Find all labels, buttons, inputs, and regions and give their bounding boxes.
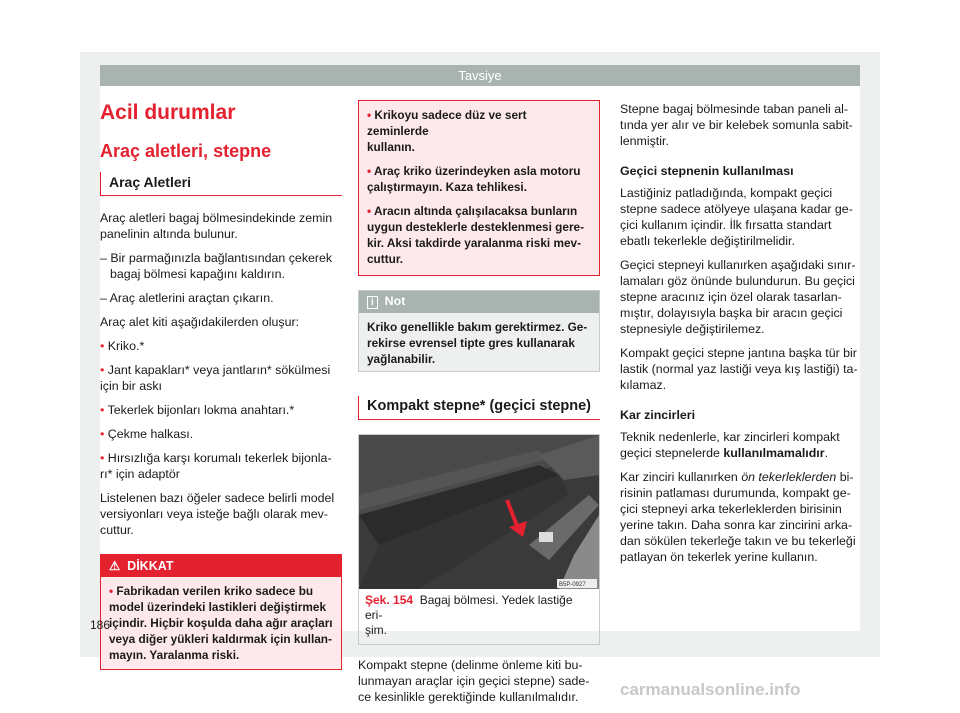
kit-item: • Jant kapakları* veya jantların* sökülmesi için bir askı [100,362,342,394]
text-run: Kar zinciri kullanırken [620,470,742,484]
intro-text: Araç aletleri bagaj bölmesindekinde zemin panelinin altında bulunur. [100,211,333,241]
note-box [358,290,600,372]
text-run: . [824,446,829,460]
column-3 [620,101,862,573]
figure-label: Şek. 154 [365,593,414,607]
step-item: – Bir parmağınızla bağlantısından çekerek bagaj bölmesi kapağını kaldırın. [100,251,333,281]
heading-snow-chains: Kar zincirleri [620,408,696,422]
kit-item: • Tekerlek bijonları lokma anahtarı.* [100,402,342,418]
section-header-bar: Tavsiye [100,65,860,86]
text-run: bi- risinin patlaması durumunda, kompakt ge- çici stepneyi arka tekerleklerden birisinin yerine takın. Daha sonra kar zincirini arka- dan sökülen tekerleğe takın ve bu tekerleği patlayan ön tekerlek yerine kullanın. [620,470,856,564]
section-title: Araç aletleri, stepne [100,141,272,161]
availability-note: Listelenen bazı öğeler sadece belirli model versiyonları veya isteğe bağlı olarak mev- cuttur. [100,491,335,537]
kit-item: • Çekme halkası. [100,426,342,442]
warning-item: • Araç kriko üzerindeyken asla motoru çalıştırmayın. Kaza tehlikesi. [367,163,591,195]
column-1 [100,98,342,670]
warning-header [101,555,341,577]
step-item: – Araç aletlerini araçtan çıkarın. [100,291,274,305]
column-2 [358,100,600,713]
body-text: Kompakt geçici stepne jantına başka tür bir lastik (normal yaz lastiği veya kış lastiği) ta- kılamaz. [620,346,858,392]
kit-item: • Kriko.* [100,338,342,354]
body-text: Stepne bagaj bölmesinde taban paneli al- tında yer alır ve bir kelebek somunla sabit- lenmiştir. [620,102,853,148]
heading-usage: Geçici stepnenin kullanılması [620,164,794,178]
warning-box-continued [358,100,600,276]
warning-title: DİKKAT [127,559,174,573]
emphasis-text: kullanılmamalıdır [723,446,825,460]
warning-box [100,554,342,670]
body-text: Lastiğiniz patladığında, kompakt geçici stepne sadece atölyeye ulaşana kadar ge- çici kullanım içindir. İlk fırsatta standart ebatlı tekerlekle değiştirilmelidir. [620,186,853,248]
page-number: 186 [90,618,111,632]
kit-intro: Araç alet kiti aşağıdakilerden oluşur: [100,315,300,329]
body-text [620,469,862,565]
text-run: Teknik nedenlerle, kar zincirleri kompakt geçici stepnelerde [620,430,840,460]
warning-item: • Fabrikadan verilen kriko sadece bu model üzerindeki lastikleri değiştirmek içindir. Hiçbir koşulda daha ağır araçları veya diğer yükleri kaldırmak için kullan- mayın. Yaralanma riski. [109,583,333,663]
note-text: Kriko genellikle bakım gerektirmez. Ge- rekirse evrensel tipte gres kullanarak yağlanabilir. [367,320,588,366]
trunk-compartment-image [359,435,599,589]
kit-item: • Hırsızlığa karşı korumalı tekerlek bijonla- rı* için adaptör [100,450,342,482]
body-text: Geçici stepneyi kullanırken aşağıdaki sınır- lamaları göz önünde bulundurun. Bu geçici stepne aracınız için özel olarak tasarlan- mıştır, dolayısıyla başka bir aracın geçici stepnesiyle değiştirilemez. [620,258,856,336]
watermark: carmanualsonline.info [620,680,801,699]
warning-item: • Krikoyu sadece düz ve sert zeminlerde kullanın. [367,107,591,155]
subsection-title: Kompakt stepne* (geçici stepne) [358,396,600,420]
warning-triangle-icon: ⚠ [109,559,121,573]
warning-item: • Aracın altında çalışılacaksa bunların uygun desteklerle desteklenmesi gere- kir. Aksi takdirde yaralanma riski mev- cuttur. [367,203,591,267]
note-header [359,291,599,313]
chapter-title: Acil durumlar [100,101,236,124]
body-text [620,429,862,461]
figure-caption [359,589,599,644]
figure-code: B5P-0927 [559,582,586,588]
body-text: Kompakt stepne (delinme önleme kiti bu- lunmayan araçlar için geçici stepne) sade- ce kesinlikle gerektiğinde kullanılmalıdır. [358,658,590,704]
info-icon: i [367,296,378,309]
figure-caption-text: Bagaj bölmesi. Yedek lastiğe eri- şim. [365,593,573,637]
subsection-title: Araç Aletleri [100,172,342,196]
italic-text: ön tekerleklerden [741,470,837,484]
note-title: Not [384,294,406,308]
figure [358,434,600,645]
